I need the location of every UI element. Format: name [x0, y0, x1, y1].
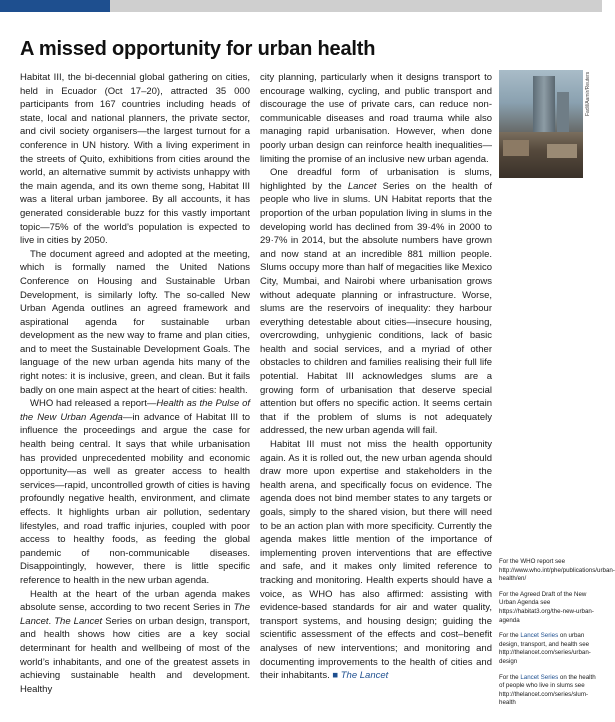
sidebar-notes [499, 558, 615, 715]
paragraph-4: Health at the heart of the urban agenda makes absolute sense, according to two recent Series in The Lancet. The Lancet Series on urban design, transport, and health shows how cities are a key social determinant for health and wellbeing of most of the world’s inhabitants, and one of the greatest assets in achieving sustainable health and development. Healthy [20, 588, 250, 695]
note-slum-health-series[interactable]: For the Lancet Series on the health of people who live in slums see http://thelancet.com/series/slum-health [499, 673, 596, 707]
paragraph-3: WHO had released a report—Health as the Pulse of the New Urban Agenda—in advance of Habitat III to influence the proceedings and argue the case for health being central. It says that while urbanisation has provided unprecedented mobility and economic opportunity—as well as greater access to health services—rapid, uncontrolled growth of cities is having profoundly negative health, environment, and climate effects. It highlights urban air pollution, sedentary lifestyles, and road traffic injuries, coupled with poor access to healthy foods, as feeding the global pandemic of non-communicable diseases. Disappointingly, however, there is little specific reference to health in the new urban agenda. [20, 398, 251, 586]
signoff: The Lancet [340, 670, 389, 682]
who-report-title: Health as the Pulse of the New Urban Agenda [20, 398, 250, 423]
page-title: A missed opportunity for urban health [20, 38, 376, 60]
photo-shack [503, 140, 529, 156]
paragraph-1: Habitat III, the bi-decennial global gathering on cities, held in Ecuador (Oct 17–20), attracted 35 000 participants from 167 countries including heads of state, local and national planners, the private sector, and civil society organisers—the largest turnout for a conference in UN history. With a living experiment in the streets of Quito, exhibitions from cities around the world, an alternative summit by activists unhappy with the main agenda, and its own theme song, Habitat III was a literal urban jamboree. By all accounts, it has generated considerable buzz for this vastly important topic—75% of the world’s population is expected to live in cities by 2050. [20, 72, 250, 247]
paragraph-7: Habitat III must not miss the health opportunity again. As it is rolled out, the new urban agenda should draw more upon expertise and stakeholders in the health arena, and specifically focus on evidence. The agenda does not bind member states to any targets or goals, simply to the shared vision, but there will need to be an action plan with more specificity. Currently the agenda makes little mention of the importance of implementing proven interventions that are effective and safe, and it makes only limited reference to tracking and monitoring. Health experts should have a voice, as WHO has also affirmed: assisting with evidence-based standards for air and water quality, transport systems, and housing design; guiding the scientific assessment of the effects and cost–benefit analyses of new interventions; and monitoring and documenting improvements to the health of cities and their inhabitants. ■ The Lancet [260, 439, 492, 682]
signoff-square: ■ [332, 670, 339, 682]
slum-photo [499, 70, 583, 178]
note-agreed-draft[interactable]: For the Agreed Draft of the New Urban Agenda see https://habitat3.org/the-new-urban-agenda [499, 590, 594, 624]
note-who-report[interactable]: For the WHO report see http://www.who.int/phe/publications/urban-health/en/ [499, 558, 615, 583]
left-column [20, 71, 250, 696]
middle-column [260, 71, 492, 683]
paragraph-2: The document agreed and adopted at the meeting, which is formally named the United Nations Conference on Housing and Sustainable Urban Development, is similarly lofty. The so-called New Urban Agenda outlines an agreed framework and aspirational agenda for sustainable urban development as the new way to frame and plan cities, and to meet the Sustainable Development Goals. The language of the new urban agenda hits many of the right notes: it is inclusive, green, and clean. But it fails badly on one main aspect at the heart of cities: health. [20, 248, 250, 396]
photo-credit: Fadil/Aamir/Reuters [585, 72, 591, 117]
paragraph-5: city planning, particularly when it designs transport to encourage walking, cycling, and public transport and discourage the use of private cars, can reduce non-communicable diseases and road trauma while also managing rapid urbanisation. However, when done poorly urban design can reinforce health inequalities—limiting the promise of an inclusive new urban agenda. [260, 72, 492, 165]
header-accent [0, 0, 110, 12]
paragraph-6: One dreadful form of urbanisation is slums, highlighted by the Lancet Series on the health of people who live in slums. UN Habitat reports that the proportion of the urban population living in slums in the developing world has declined from 39·4% in 2000 to 29·7% in 2014, but the absolute numbers have grown and now stand at an incredible 881 million people. Slums occupy more than half of megacities like Mexico City, Mumbai, and Nairobi where urbanisation grows without adequate planning or infrastructure. Worse, slums are the reservoirs of inequality: they harbour everything detestable about cities—insecure housing, overcrowding, unhygienic conditions, lack of basic health and social services, and a myriad of other obstacles to children and families realising their full life potential. Habitat III acknowledges slums are a growing form of urbanisation that deserve special attention but offers no specific action. It seems certain that if the problem of slums is not adequately addressed, the new urban agenda will fail. [260, 167, 492, 437]
photo-shack [547, 144, 577, 158]
note-urban-design-series[interactable]: For the Lancet Series on urban design, transport, and health see http://thelancet.com/series/urban-design [499, 632, 591, 665]
